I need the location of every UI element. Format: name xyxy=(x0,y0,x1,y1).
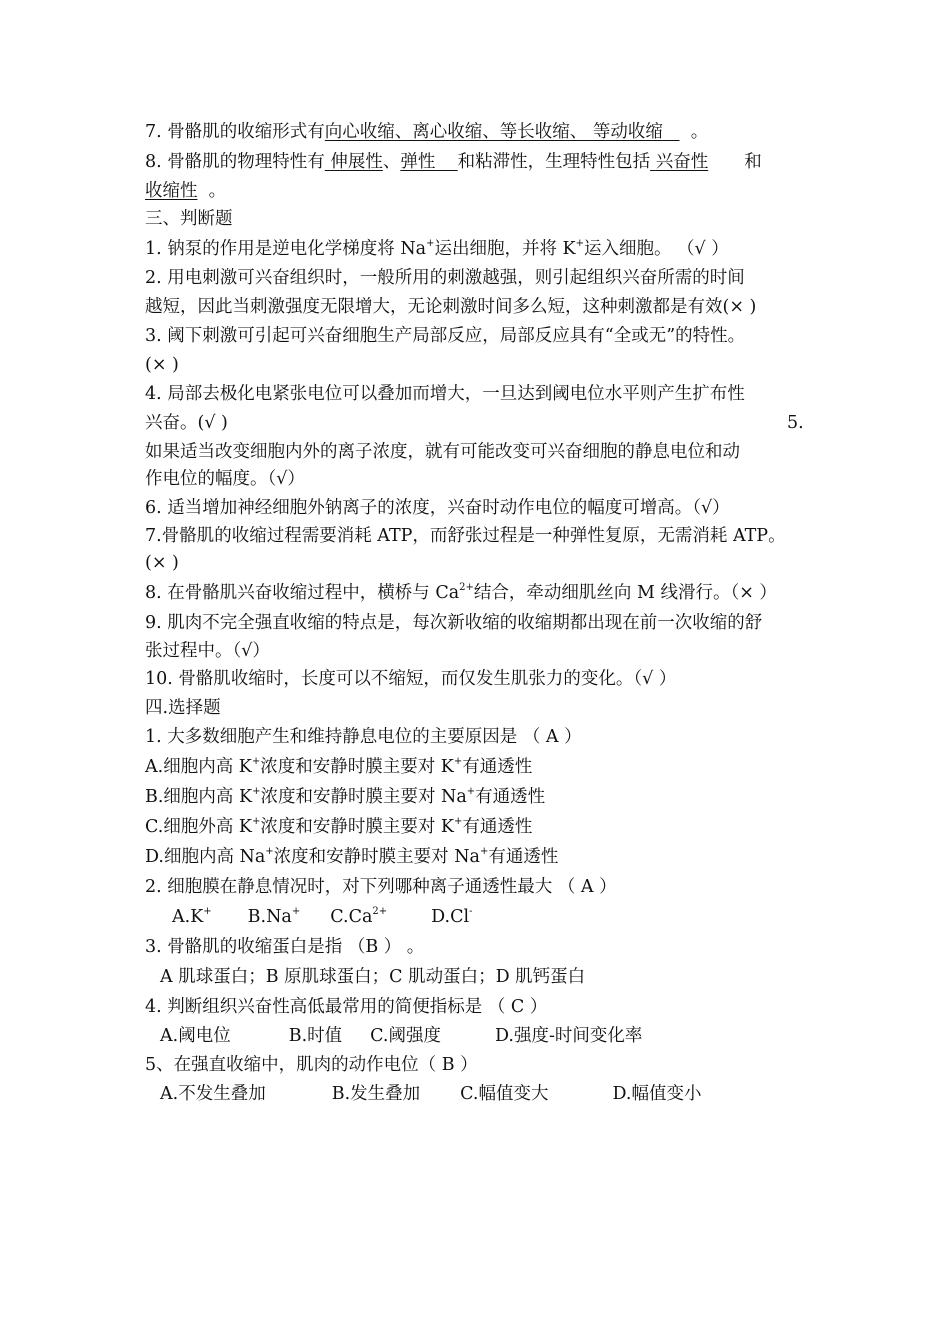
answer-blank: 向心收缩、离心收缩、等长收缩、 等动收缩 xyxy=(324,122,663,142)
choice-option-1b: B.细胞内高 K+浓度和安静时膜主要对 Na+有通透性 xyxy=(145,786,546,807)
judge-question-2-cont: 越短，因此当刺激强度无限增大，无论刺激时间多么短，这种刺激都是有效(× ) xyxy=(145,297,757,317)
judge-question-5: 如果适当改变细胞内外的离子浓度，就有可能改变可兴奋细胞的静息电位和动 xyxy=(145,442,740,462)
fill-question-8-cont: 收缩性 。 xyxy=(145,181,227,201)
choice-option-1c: C.细胞外高 K+浓度和安静时膜主要对 K+有通透性 xyxy=(145,816,533,837)
judge-question-7-cont: (× ) xyxy=(145,553,179,573)
choice-options-5: A.不发生叠加 B.发生叠加 C.幅值变大 D.幅值变小 xyxy=(160,1084,702,1104)
answer-blank: 弹性 xyxy=(400,152,436,172)
judge-question-9-cont: 张过程中。（√） xyxy=(145,641,270,661)
choice-options-2: A.K+ B.Na+ $C.Ca^{2+}$ D.Cl- xyxy=(172,906,473,927)
choice-option-1a: A.细胞内高 K+浓度和安静时膜主要对 K+有通透性 xyxy=(145,756,533,777)
choice-options-3: A 肌球蛋白；B 原肌球蛋白；C 肌动蛋白；D 肌钙蛋白 xyxy=(160,967,586,987)
answer-blank: 伸展性 xyxy=(330,152,383,172)
judge-question-3: 3. 阈下刺激可引起可兴奋细胞生产局部反应，局部反应具有“全或无”的特性。 xyxy=(145,326,746,346)
judge-question-7: 7.骨骼肌的收缩过程需要消耗 ATP，而舒张过程是一种弹性复原，无需消耗 ATP。 xyxy=(145,526,786,546)
judge-question-3-cont: (× ) xyxy=(145,355,179,375)
choice-question-4: 4. 判断组织兴奋性高低最常用的简便指标是 （ C ） xyxy=(145,997,548,1017)
choice-option-1d: D.细胞内高 Na+浓度和安静时膜主要对 Na+有通透性 xyxy=(145,846,559,867)
judge-question-5-number: 5. xyxy=(787,413,804,433)
choice-options-4: A.阈电位 B.时值 C.阈强度 D.强度-时间变化率 xyxy=(160,1026,643,1046)
choice-question-2: 2. 细胞膜在静息情况时，对下列哪种离子通透性最大 （ A ） xyxy=(145,877,617,897)
answer-blank: 兴奋性 xyxy=(655,152,709,172)
judge-question-9: 9. 肌肉不完全强直收缩的特点是，每次新收缩的收缩期都出现在前一次收缩的舒 xyxy=(145,613,763,633)
answer-blank: 收缩性 xyxy=(145,181,198,201)
section-heading-choice: 四.选择题 xyxy=(145,698,221,718)
judge-question-10: 10. 骨骼肌收缩时，长度可以不缩短，而仅发生肌张力的变化。（√ ） xyxy=(145,669,677,689)
choice-question-5: 5、在强直收缩中，肌肉的动作电位（ B ） xyxy=(145,1055,478,1075)
judge-question-6: 6. 适当增加神经细胞外钠离子的浓度，兴奋时动作电位的幅度可增高。（√） xyxy=(145,498,730,518)
judge-question-2: 2. 用电刺激可兴奋组织时，一般所用的刺激越强，则引起组织兴奋所需的时间 xyxy=(145,268,745,288)
choice-question-1: 1. 大多数细胞产生和维持静息电位的主要原因是 （ A ） xyxy=(145,727,582,747)
judge-question-8: 8. 在骨骼肌兴奋收缩过程中，横桥与 $Ca^{2+}$结合，牵动细肌丝向 M 线滑行。（× ） xyxy=(145,582,777,603)
judge-question-4-cont: 兴奋。(√ ) xyxy=(145,413,228,433)
judge-question-5-cont: 作电位的幅度。（√） xyxy=(145,469,305,489)
judge-question-1: 1. 钠泵的作用是逆电化学梯度将 Na+运出细胞，并将 K+运入细胞。 （√ ） xyxy=(145,238,729,259)
judge-question-4: 4. 局部去极化电紧张电位可以叠加而增大，一旦达到阈电位水平则产生扩布性 xyxy=(145,384,745,404)
fill-question-7: 7. 骨骼肌的收缩形式有向心收缩、离心收缩、等长收缩、 等动收缩 。 xyxy=(145,122,709,142)
choice-question-3: 3. 骨骼肌的收缩蛋白是指 （B ） 。 xyxy=(145,937,425,957)
section-heading-judge: 三、判断题 xyxy=(145,209,233,229)
fill-question-8: 8. 骨骼肌的物理特性有 伸展性、弹性 和粘滞性，生理特性包括 兴奋性 和 xyxy=(145,152,762,172)
